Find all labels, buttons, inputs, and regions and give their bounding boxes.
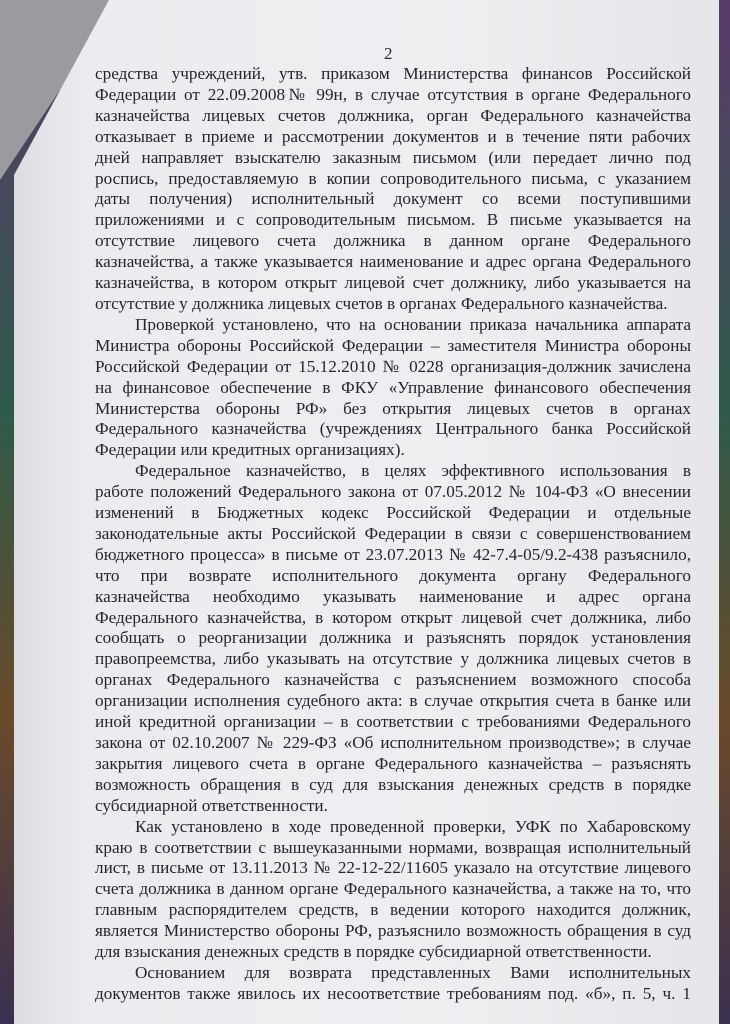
text-line: правопреемства, либо указывать на отсутствие у должника лицевых счетов в [95,649,691,669]
page-number: 2 [384,44,393,63]
document-body [95,64,691,1005]
text-line: сообщать о реорганизации должника и разъяснять порядок установления [95,628,691,648]
paragraph [95,64,691,315]
text-line: для взыскания денежных средств в порядке субсидиарной ответственности. [95,942,652,962]
text-line: казначейства необходимо указывать наименование и адрес органа [95,586,691,606]
text-line: Российской Федерации от 15.12.2010 № 0228 организация-должник зачислена [95,356,691,376]
text-line: роспись, предоставляемую в копии сопроводительного письма, с указанием [95,168,691,188]
text-line: отсутствие лицевого счета должника в данном органе Федерального [95,231,691,251]
text-line: казначейства, а также указывается наименование и адрес органа Федерального [95,252,691,272]
paragraph [95,817,691,963]
text-line: Как установлено в ходе проведенной проверки, УФК по Хабаровскому [135,816,691,836]
text-line: Министерства обороны РФ» без открытия лицевых счетов в органах [95,398,691,418]
text-line: дней направляет взыскателю заказным письмом (или передает лично под [95,147,691,167]
text-line: закрытия лицевого счета в органе Федерального казначейства – разъяснять [95,753,691,773]
text-line: краю в соответствии с вышеуказанными нормами, возвращая исполнительный [95,837,691,857]
text-line: отсутствие у должника лицевых счетов в органах Федерального казначейства. [95,293,668,313]
paragraph [95,461,691,816]
text-line: Основанием для возврата представленных Вами исполнительных [135,962,691,982]
text-line: главным распорядителем средств, в ведении которого находится должник, [95,900,691,920]
text-line: работе положений Федерального закона от 07.05.2012 № 104-ФЗ «О внесении [95,482,691,502]
text-line: органах Федерального казначейства с разъяснением возможного способа [95,670,691,690]
text-line: субсидиарной ответственности. [95,795,328,815]
text-line: средства учреждений, утв. приказом Министерства финансов Российской [95,64,691,83]
text-line: счета должника в данном органе Федерального казначейства, а также на то, что [95,879,691,899]
text-line: даты получения) исполнительный документ со всеми поступившими [95,189,691,209]
text-line: что при возврате исполнительного документа органу Федерального [95,565,691,585]
text-line: лист, в письме от 13.11.2013 № 22-12-22/11605 указало на отсутствие лицевого [95,858,691,878]
text-line: казначейства, в котором открыт лицевой счет должнику, либо указывается на [95,273,691,293]
text-line: Федерального казначейства (учреждениях Центрального банка Российской [95,419,691,439]
text-line: отказывает в приеме и рассмотрении документов и в течение пяти рабочих [95,126,691,146]
text-line: Проверкой установлено, что на основании приказа начальника аппарата [135,314,691,334]
text-line: казначейства лицевых счетов должника, орган Федерального казначейства [95,105,691,125]
paragraph [95,963,691,1005]
paragraph [95,315,691,461]
text-line: Федерального казначейства, в котором открыт лицевой счет должника, либо [95,607,691,627]
text-line: закона от 02.10.2007 № 229-ФЗ «Об исполнительном производстве»; в случае [95,733,691,752]
text-line: иной кредитной организации – в соответствии с требованиями Федерального [95,712,691,732]
text-line: документов также явилось их несоответствие требованиям под. «б», п. 5, ч. 1 [95,983,691,1003]
text-line: на финансовое обеспечение в ФКУ «Управление финансового обеспечения [95,377,691,397]
text-line: законодательные акты Российской Федерации в связи с совершенствованием [95,523,691,543]
text-line: приложениями и с сопроводительным письмом. В письме указывается на [95,210,691,230]
text-line: бюджетного процесса» в письме от 23.07.2013 № 42-7.4-05/9.2-438 разъяснило, [95,544,691,564]
text-line: возможность обращения в суд для взыскания денежных средств в порядке [95,774,691,794]
text-line: организации исполнения судебного акта: в случае открытия счета в банке или [95,691,691,711]
text-line: Министра обороны Российской Федерации – заместителя Министра обороны [95,335,691,355]
text-line: изменений в Бюджетных кодекс Российской Федерации и отдельные [95,503,691,523]
text-line: Федерации или кредитных организациях). [95,440,405,460]
text-line: Федерации от 22.09.2008№ 99н, в случае отсутствия в органе Федерального [95,84,691,104]
text-line: является Министерство обороны РФ, разъяснило возможность обращения в суд [95,921,691,941]
text-line: Федеральное казначейство, в целях эффективного использования в [135,461,691,481]
